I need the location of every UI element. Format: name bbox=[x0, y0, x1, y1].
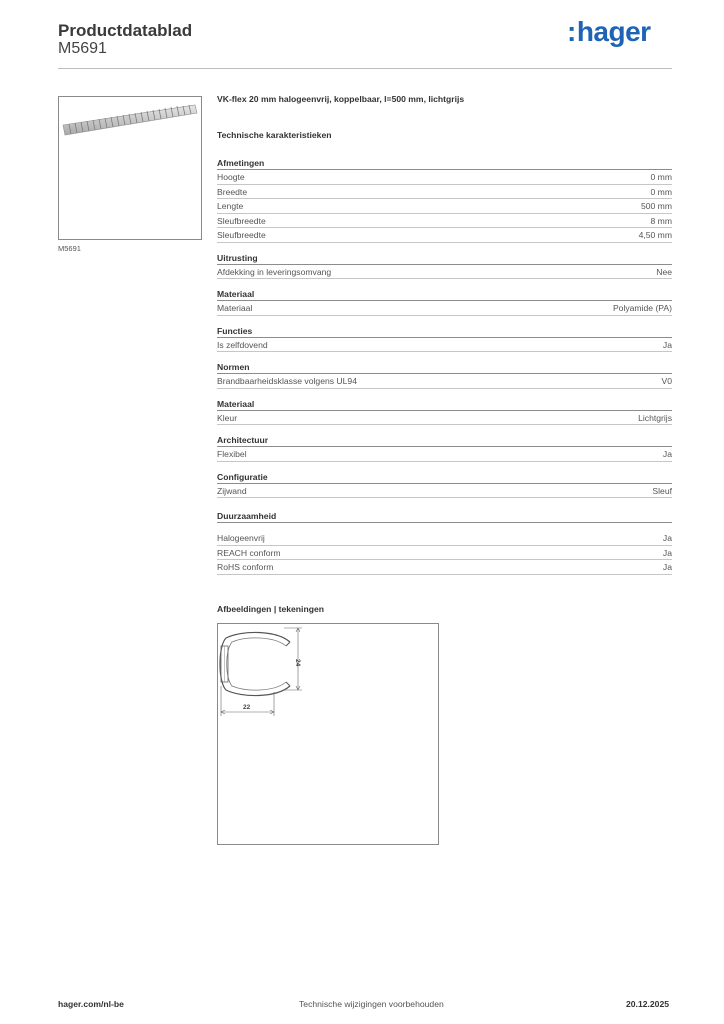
spec-row bbox=[217, 560, 672, 575]
spec-row bbox=[217, 546, 672, 561]
product-thumbnail bbox=[58, 96, 202, 240]
thumbnail-caption: M5691 bbox=[58, 244, 81, 253]
spec-value: Ja bbox=[662, 547, 672, 558]
cable-duct-image bbox=[59, 97, 201, 239]
spec-row bbox=[217, 338, 672, 353]
spec-value: Ja bbox=[662, 339, 672, 350]
spec-row bbox=[217, 185, 672, 200]
spec-value: Sleuf bbox=[652, 485, 672, 496]
product-code: M5691 bbox=[58, 40, 107, 57]
spec-label: Sleufbreedte bbox=[217, 230, 266, 240]
spec-value: Lichtgrijs bbox=[638, 412, 672, 423]
spec-section bbox=[217, 94, 672, 575]
spec-label: Hoogte bbox=[217, 172, 245, 182]
footer-notice: Technische wijzigingen voorbehouden bbox=[299, 999, 444, 1009]
group-title: Functies bbox=[217, 325, 672, 338]
spec-value: 500 mm bbox=[640, 201, 672, 211]
spec-row bbox=[217, 447, 672, 462]
group-title: Architectuur bbox=[217, 434, 672, 447]
spec-row bbox=[217, 265, 672, 280]
spec-label: RoHS conform bbox=[217, 562, 274, 572]
dimension-width-label: 22 bbox=[243, 704, 251, 711]
spec-value: Ja bbox=[662, 562, 672, 572]
spec-label: Zijwand bbox=[217, 485, 247, 496]
spec-label: Flexibel bbox=[217, 449, 247, 459]
spec-label: Sleufbreedte bbox=[217, 215, 266, 226]
spec-label: Kleur bbox=[217, 412, 238, 423]
spec-label: REACH conform bbox=[217, 547, 281, 558]
spec-label: Lengte bbox=[217, 201, 244, 211]
spec-label: Is zelfdovend bbox=[217, 339, 268, 350]
group-title: Uitrusting bbox=[217, 252, 672, 265]
technical-drawing bbox=[217, 623, 439, 845]
spec-value: Ja bbox=[662, 449, 672, 459]
spec-row bbox=[217, 228, 672, 243]
spec-row bbox=[217, 170, 672, 185]
spec-row bbox=[217, 411, 672, 426]
group-spacer bbox=[217, 523, 672, 531]
brand-logo-text: hager bbox=[576, 16, 651, 47]
section-heading: Technische karakteristieken bbox=[217, 130, 332, 140]
brand-logo-colon: : bbox=[567, 16, 576, 47]
spec-row bbox=[217, 199, 672, 214]
header-divider bbox=[58, 68, 672, 69]
spec-label: Breedte bbox=[217, 186, 248, 197]
figure-heading: Afbeeldingen | tekeningen bbox=[217, 604, 324, 614]
spec-value: Ja bbox=[662, 533, 672, 543]
spec-row bbox=[217, 214, 672, 229]
spec-value: 8 mm bbox=[650, 215, 672, 226]
group-title: Materiaal bbox=[217, 288, 672, 301]
product-title: VK-flex 20 mm halogeenvrij, koppelbaar, l=500 mm, lichtgrijs bbox=[217, 94, 465, 104]
spec-value: Polyamide (PA) bbox=[612, 303, 672, 313]
spec-value: V0 bbox=[661, 376, 672, 386]
group-title: Configuratie bbox=[217, 471, 672, 484]
spec-row bbox=[217, 531, 672, 546]
group-title: Materiaal bbox=[217, 398, 672, 411]
spec-label: Afdekking in leveringsomvang bbox=[217, 266, 332, 277]
spec-value: 4,50 mm bbox=[638, 230, 672, 240]
page-title: Productdatablad bbox=[58, 21, 193, 40]
spec-row bbox=[217, 374, 672, 389]
spec-row bbox=[217, 484, 672, 499]
spec-value: 0 mm bbox=[650, 172, 672, 182]
spec-value: Nee bbox=[656, 266, 672, 277]
group-title: Normen bbox=[217, 361, 672, 374]
spec-label: Materiaal bbox=[217, 303, 253, 313]
spec-label: Brandbaarheidsklasse volgens UL94 bbox=[217, 376, 357, 386]
spec-row bbox=[217, 301, 672, 316]
group-title: Afmetingen bbox=[217, 157, 672, 170]
spec-label: Halogeenvrij bbox=[217, 533, 265, 543]
group-title: Duurzaamheid bbox=[217, 510, 672, 523]
footer-website: hager.com/nl-be bbox=[58, 999, 124, 1009]
brand-logo bbox=[567, 16, 651, 48]
cross-section-drawing bbox=[218, 624, 438, 844]
spec-value: 0 mm bbox=[650, 186, 672, 197]
footer-date: 20.12.2025 bbox=[626, 999, 670, 1009]
dimension-height-label: 24 bbox=[294, 659, 301, 667]
